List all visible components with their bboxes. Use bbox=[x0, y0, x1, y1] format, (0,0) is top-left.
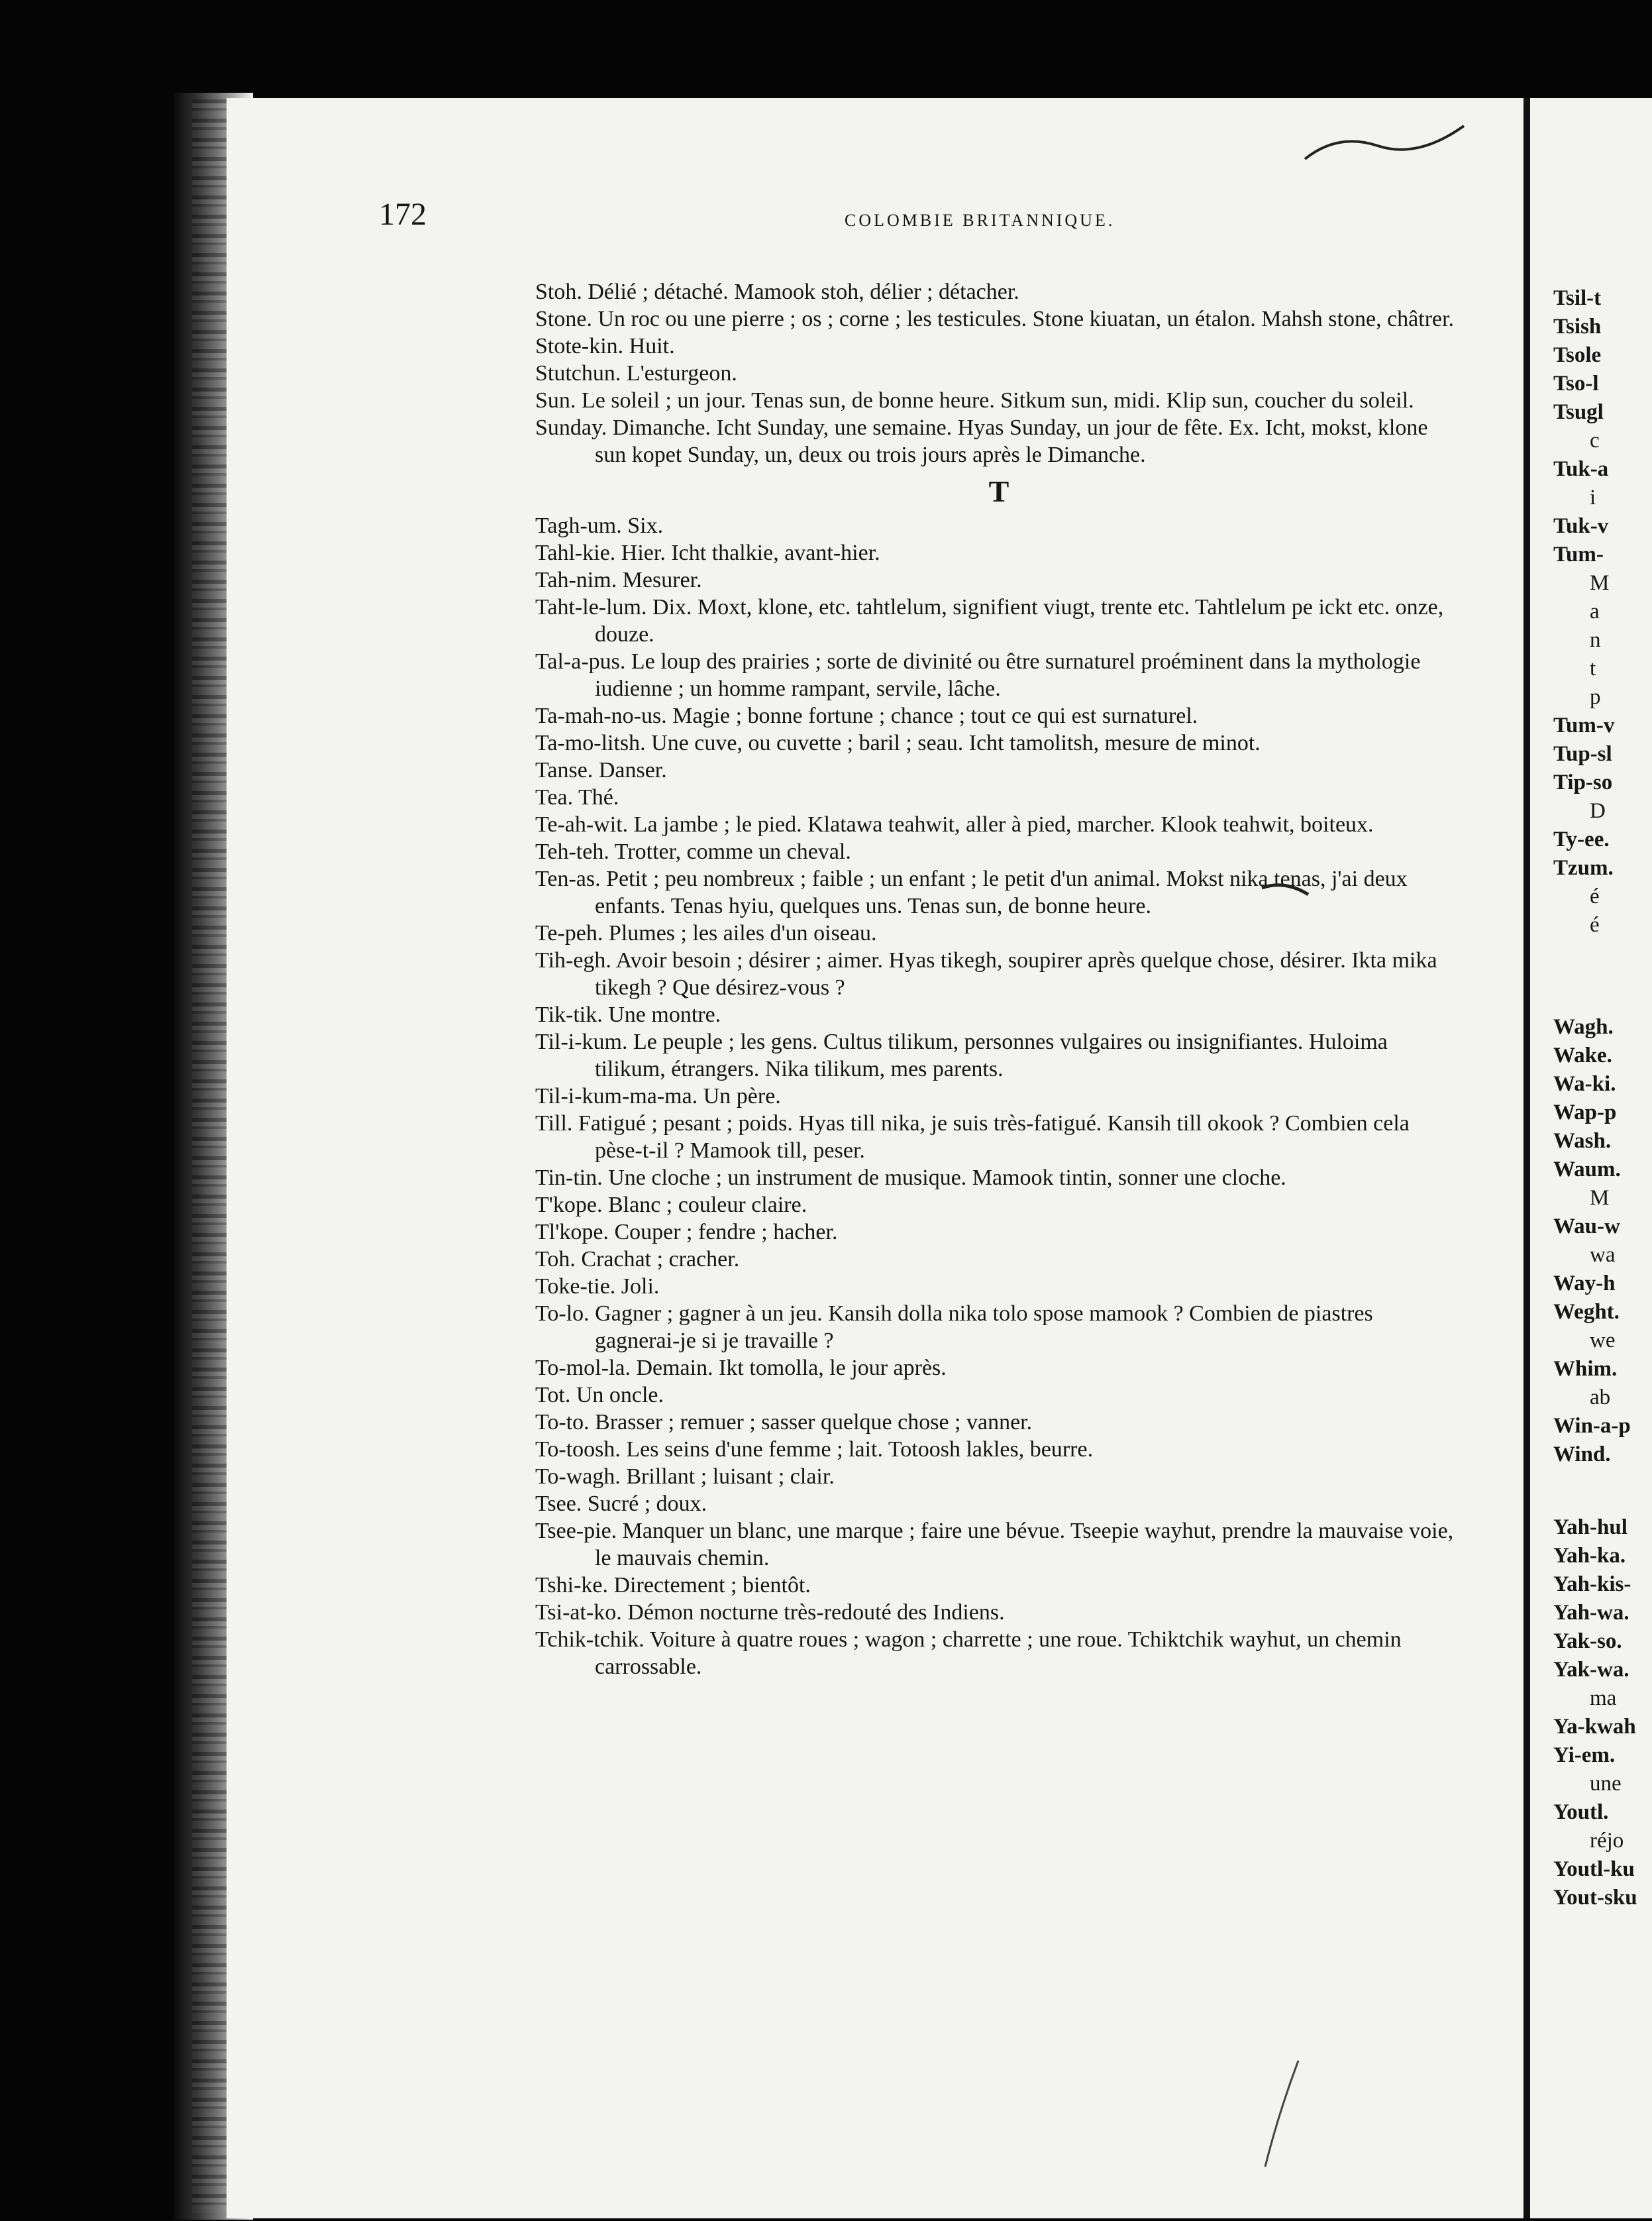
entry-headword: Tagh-um. bbox=[535, 514, 622, 538]
dictionary-entry bbox=[535, 1110, 1463, 1164]
entry-headword: Taht-le-lum. bbox=[535, 595, 647, 620]
entry-headword: To-lo. bbox=[535, 1301, 590, 1326]
right-page-fragment: réjo bbox=[1590, 1829, 1624, 1853]
dictionary-entry bbox=[535, 757, 1463, 784]
right-page-fragment: Tip-so bbox=[1553, 771, 1613, 794]
right-page-fragment: i bbox=[1590, 486, 1596, 510]
right-page-fragment: wa bbox=[1590, 1243, 1616, 1267]
right-page-fragment: Wake. bbox=[1553, 1044, 1612, 1067]
entry-definition: Directement ; bientôt. bbox=[613, 1573, 811, 1598]
entry-headword: Tik-tik. bbox=[535, 1002, 603, 1027]
entry-definition: Un père. bbox=[703, 1084, 781, 1109]
right-page-fragment: Ya-kwah bbox=[1553, 1715, 1636, 1739]
right-page-fragment: Wa-ki. bbox=[1553, 1072, 1616, 1096]
entry-headword: Tal-a-pus. bbox=[535, 649, 626, 674]
entry-headword: Til-i-kum. bbox=[535, 1030, 628, 1054]
dictionary-entry bbox=[535, 1300, 1463, 1354]
dictionary-entry bbox=[535, 305, 1463, 333]
entry-definition: Six. bbox=[627, 514, 664, 538]
right-page-fragment: M bbox=[1590, 571, 1610, 595]
entry-definition: Les seins d'une femme ; lait. Totoosh lakles, beurre. bbox=[626, 1437, 1094, 1462]
right-page-fragment: une bbox=[1590, 1772, 1622, 1796]
dictionary-entry bbox=[535, 838, 1463, 865]
entry-definition: Couper ; fendre ; hacher. bbox=[614, 1220, 838, 1244]
right-page-fragment: Wash. bbox=[1553, 1129, 1612, 1153]
entry-definition: Petit ; peu nombreux ; faible ; un enfant ; le petit d'un animal. Mokst nika tenas, j'ai deux enfants. Tenas hyiu, quelques uns. Tenas sun, de bonne heure. bbox=[595, 867, 1408, 918]
right-page-fragment: ma bbox=[1590, 1686, 1617, 1710]
entry-definition: Joli. bbox=[621, 1274, 660, 1299]
entry-definition: Démon nocturne très-redouté des Indiens. bbox=[627, 1600, 1005, 1625]
right-page-fragment: Way-h bbox=[1553, 1272, 1616, 1295]
entry-definition: Blanc ; couleur claire. bbox=[608, 1193, 807, 1217]
dictionary-entry bbox=[535, 1219, 1463, 1246]
entry-definition: Un roc ou une pierre ; os ; corne ; les testicules. Stone kiuatan, un étalon. Mahsh stone, châtrer. bbox=[597, 307, 1455, 331]
entry-definition: Voiture à quatre roues ; wagon ; charrette ; une roue. Tchiktchik wayhut, un chemin carrossable. bbox=[595, 1627, 1402, 1679]
entry-definition: Une montre. bbox=[608, 1002, 721, 1027]
dictionary-entry bbox=[535, 333, 1463, 360]
dictionary-entry bbox=[535, 920, 1463, 947]
entry-definition: Brasser ; remuer ; sasser quelque chose ; vanner. bbox=[595, 1410, 1033, 1435]
right-page-fragment: Ty-ee. bbox=[1553, 828, 1610, 851]
entry-definition: Danser. bbox=[598, 758, 667, 783]
entry-headword: Tah-nim. bbox=[535, 568, 617, 592]
dictionary-entry bbox=[535, 811, 1463, 838]
right-page-fragment: Yi-em. bbox=[1553, 1743, 1616, 1767]
page-number: 172 bbox=[379, 197, 427, 232]
entry-definition: Crachat ; cracher. bbox=[581, 1247, 740, 1272]
entry-definition: Demain. Ikt tomolla, le jour après. bbox=[636, 1356, 947, 1380]
entry-definition: Trotter, comme un cheval. bbox=[614, 840, 851, 864]
entry-headword: Ta-mo-litsh. bbox=[535, 731, 646, 755]
right-page-fragment: Wagh. bbox=[1553, 1015, 1614, 1039]
dictionary-entry bbox=[535, 1463, 1463, 1490]
entry-definition: Le soleil ; un jour. Tenas sun, de bonne heure. Sitkum sun, midi. Klip sun, coucher du soleil. bbox=[581, 388, 1414, 413]
entry-headword: Tin-tin. bbox=[535, 1165, 603, 1190]
dictionary-entry bbox=[535, 1436, 1463, 1463]
dictionary-entry bbox=[535, 512, 1463, 539]
right-page-fragment: Tsil-t bbox=[1553, 286, 1602, 310]
dictionary-entry bbox=[535, 567, 1463, 594]
entry-definition: Délié ; détaché. Mamook stoh, délier ; détacher. bbox=[588, 280, 1019, 304]
right-page-fragment: Win-a-p bbox=[1553, 1414, 1631, 1438]
dictionary-entry bbox=[535, 1083, 1463, 1110]
right-page-fragment: Tso-l bbox=[1553, 372, 1599, 396]
entry-headword: Sun. bbox=[535, 388, 576, 413]
entry-headword: Tot. bbox=[535, 1383, 571, 1407]
entry-headword: Toh. bbox=[535, 1247, 576, 1272]
right-page-fragment: Tsish bbox=[1553, 315, 1602, 339]
right-page-fragment: Wind. bbox=[1553, 1442, 1611, 1466]
entry-definition: La jambe ; le pied. Klatawa teahwit, aller à pied, marcher. Klook teahwit, boiteux. bbox=[633, 812, 1374, 837]
entry-definition: Mesurer. bbox=[622, 568, 702, 592]
section-letter: T bbox=[988, 474, 1009, 508]
right-page-fragment: n bbox=[1590, 628, 1601, 652]
right-page-fragment: t bbox=[1590, 657, 1596, 680]
dictionary-entry bbox=[535, 414, 1463, 468]
dictionary-entry bbox=[535, 1028, 1463, 1083]
entry-definition: Avoir besoin ; désirer ; aimer. Hyas tikegh, soupirer après quelque chose, désirer. Ikta mika tikegh ? Que désirez-vous ? bbox=[595, 948, 1437, 1000]
right-page-fragment: Yah-wa. bbox=[1553, 1601, 1629, 1625]
right-page-fragment: c bbox=[1590, 429, 1600, 453]
entry-headword: Stoh. bbox=[535, 280, 582, 304]
right-page-fragment: Tzum. bbox=[1553, 856, 1614, 880]
right-page-fragment: Tsole bbox=[1553, 343, 1602, 367]
entry-headword: Sunday. bbox=[535, 415, 607, 440]
entry-definition: Fatigué ; pesant ; poids. Hyas till nika, je suis très-fatigué. Kansih till okook ? Combien cela pèse-t-il ? Mamook till, peser. bbox=[578, 1111, 1410, 1163]
dictionary-entry bbox=[535, 1001, 1463, 1028]
right-page-fragment: Tsugl bbox=[1553, 400, 1604, 424]
entry-headword: Tsee. bbox=[535, 1491, 582, 1516]
entry-headword: Te-peh. bbox=[535, 921, 603, 946]
entry-headword: Stone. bbox=[535, 307, 592, 331]
right-page-fragment: Yah-kis- bbox=[1553, 1572, 1631, 1596]
entries-before-section bbox=[535, 278, 1463, 468]
right-page-fragment: Waum. bbox=[1553, 1158, 1621, 1181]
right-page-fragment: M bbox=[1590, 1186, 1610, 1210]
dictionary-entry bbox=[535, 702, 1463, 730]
right-page-fragment: Yak-wa. bbox=[1553, 1658, 1629, 1682]
entry-headword: Tchik-tchik. bbox=[535, 1627, 645, 1652]
entry-headword: Toke-tie. bbox=[535, 1274, 616, 1299]
dictionary-entry bbox=[535, 1599, 1463, 1626]
right-page-fragment: a bbox=[1590, 600, 1600, 623]
dictionary-entry bbox=[535, 1626, 1463, 1680]
entry-headword: To-toosh. bbox=[535, 1437, 621, 1462]
entry-definition: Le peuple ; les gens. Cultus tilikum, personnes vulgaires ou insignifiantes. Huloima tilikum, étrangers. Nika tilikum, mes parents. bbox=[595, 1030, 1388, 1081]
entry-headword: Till. bbox=[535, 1111, 573, 1136]
right-page-fragment: é bbox=[1590, 885, 1600, 908]
entry-headword: Tih-egh. bbox=[535, 948, 611, 973]
scan-scratch-mark bbox=[1298, 119, 1471, 172]
right-page-fragment: Tuk-v bbox=[1553, 514, 1609, 538]
dictionary-entry bbox=[535, 1517, 1463, 1572]
right-page-fragment: Weght. bbox=[1553, 1300, 1620, 1324]
right-page-fragment: Yah-hul bbox=[1553, 1515, 1627, 1539]
entry-headword: Til-i-kum-ma-ma. bbox=[535, 1084, 698, 1109]
entry-headword: Tea. bbox=[535, 785, 574, 810]
dictionary-entry bbox=[535, 594, 1463, 648]
dictionary-entry bbox=[535, 278, 1463, 305]
dictionary-entries bbox=[535, 278, 1463, 1680]
dictionary-entry bbox=[535, 730, 1463, 757]
right-page-fragment: Tum- bbox=[1553, 543, 1604, 567]
entry-definition: Le loup des prairies ; sorte de divinité ou être surnaturel proéminent dans la mythologie iudienne ; un homme rampant, servile, lâche. bbox=[595, 649, 1421, 701]
entry-definition: Magie ; bonne fortune ; chance ; tout ce qui est surnaturel. bbox=[672, 704, 1198, 728]
entry-definition: Brillant ; luisant ; clair. bbox=[626, 1464, 835, 1489]
scan-scratch-mark bbox=[1259, 2054, 1312, 2173]
entry-headword: Tl'kope. bbox=[535, 1220, 609, 1244]
dictionary-entry bbox=[535, 947, 1463, 1001]
entry-headword: Tanse. bbox=[535, 758, 594, 783]
entry-definition: Une cuve, ou cuvette ; baril ; seau. Icht tamolitsh, mesure de minot. bbox=[651, 731, 1261, 755]
right-page-fragment: Whim. bbox=[1553, 1357, 1618, 1381]
running-head: COLOMBIE BRITANNIQUE. bbox=[845, 211, 1115, 230]
right-page-fragment: Wau-w bbox=[1553, 1215, 1620, 1238]
right-page-fragment: ab bbox=[1590, 1385, 1611, 1409]
entry-headword: Ten-as. bbox=[535, 867, 601, 891]
dictionary-entry bbox=[535, 648, 1463, 702]
dictionary-entry bbox=[535, 1381, 1463, 1409]
entry-headword: Teh-teh. bbox=[535, 840, 609, 864]
entry-definition: Gagner ; gagner à un jeu. Kansih dolla nika tolo spose mamook ? Combien de piastres gagnerai-je si je travaille ? bbox=[595, 1301, 1373, 1353]
entry-definition: Huit. bbox=[629, 334, 675, 358]
right-page-fragment: Wap-p bbox=[1553, 1101, 1617, 1124]
entry-headword: Stutchun. bbox=[535, 361, 621, 386]
dictionary-entry bbox=[535, 1490, 1463, 1517]
dictionary-entry bbox=[535, 1354, 1463, 1381]
right-page-fragment: é bbox=[1590, 913, 1600, 937]
right-page-fragment: Tup-sl bbox=[1553, 742, 1612, 766]
entry-definition: Une cloche ; un instrument de musique. Mamook tintin, sonner une cloche. bbox=[608, 1165, 1286, 1190]
entry-definition: L'esturgeon. bbox=[626, 361, 737, 386]
entry-headword: Tshi-ke. bbox=[535, 1573, 608, 1598]
dictionary-entry bbox=[535, 387, 1463, 414]
right-page-fragment: Youtl. bbox=[1553, 1800, 1609, 1824]
right-page-fragment: Tuk-a bbox=[1553, 457, 1609, 481]
entry-headword: Tsee-pie. bbox=[535, 1519, 617, 1543]
entry-headword: Tsi-at-ko. bbox=[535, 1600, 622, 1625]
dictionary-entry bbox=[535, 360, 1463, 387]
dictionary-entry bbox=[535, 1164, 1463, 1191]
entry-headword: Te-ah-wit. bbox=[535, 812, 629, 837]
entry-headword: Stote-kin. bbox=[535, 334, 624, 358]
right-page-fragment: Youtl-ku bbox=[1553, 1857, 1635, 1881]
entry-headword: Ta-mah-no-us. bbox=[535, 704, 667, 728]
entry-headword: To-mol-la. bbox=[535, 1356, 631, 1380]
dictionary-entry bbox=[535, 784, 1463, 811]
entry-headword: To-wagh. bbox=[535, 1464, 621, 1489]
entries-after-section bbox=[535, 512, 1463, 1680]
right-page-fragment: Yout-sku bbox=[1553, 1886, 1637, 1910]
entry-headword: T'kope. bbox=[535, 1193, 603, 1217]
dictionary-entry bbox=[535, 1273, 1463, 1300]
right-page-fragment: we bbox=[1590, 1328, 1616, 1352]
right-page-fragment: D bbox=[1590, 799, 1606, 823]
dictionary-entry bbox=[535, 539, 1463, 567]
entry-definition: Plumes ; les ailes d'un oiseau. bbox=[608, 921, 877, 946]
right-page-fragment: p bbox=[1590, 685, 1601, 709]
entry-definition: Un oncle. bbox=[576, 1383, 664, 1407]
right-page-fragment: Tum-v bbox=[1553, 714, 1615, 737]
dictionary-entry bbox=[535, 1191, 1463, 1219]
entry-definition: Thé. bbox=[578, 785, 619, 810]
right-page-fragment: Yak-so. bbox=[1553, 1629, 1622, 1653]
entry-definition: Dix. Moxt, klone, etc. tahtlelum, signifient viugt, trente etc. Tahtlelum pe ickt etc. onze, douze. bbox=[595, 595, 1444, 647]
entry-definition: Manquer un blanc, une marque ; faire une bévue. Tseepie wayhut, prendre la mauvaise voie, le mauvais chemin. bbox=[595, 1519, 1454, 1570]
entry-definition: Dimanche. Icht Sunday, une semaine. Hyas Sunday, un jour de fête. Ex. Icht, mokst, klone sun kopet Sunday, un, deux ou trois jours après le Dimanche. bbox=[595, 415, 1428, 467]
dictionary-entry bbox=[535, 1409, 1463, 1436]
dictionary-entry bbox=[535, 1572, 1463, 1599]
entry-definition: Hier. Icht thalkie, avant-hier. bbox=[621, 541, 880, 565]
entry-definition: Sucré ; doux. bbox=[587, 1491, 707, 1516]
entry-headword: Tahl-kie. bbox=[535, 541, 616, 565]
dictionary-entry bbox=[535, 1246, 1463, 1273]
dictionary-entry bbox=[535, 865, 1463, 920]
entry-headword: To-to. bbox=[535, 1410, 590, 1435]
right-page-fragment: Yah-ka. bbox=[1553, 1544, 1626, 1568]
scan-scratch-mark bbox=[1259, 875, 1312, 901]
